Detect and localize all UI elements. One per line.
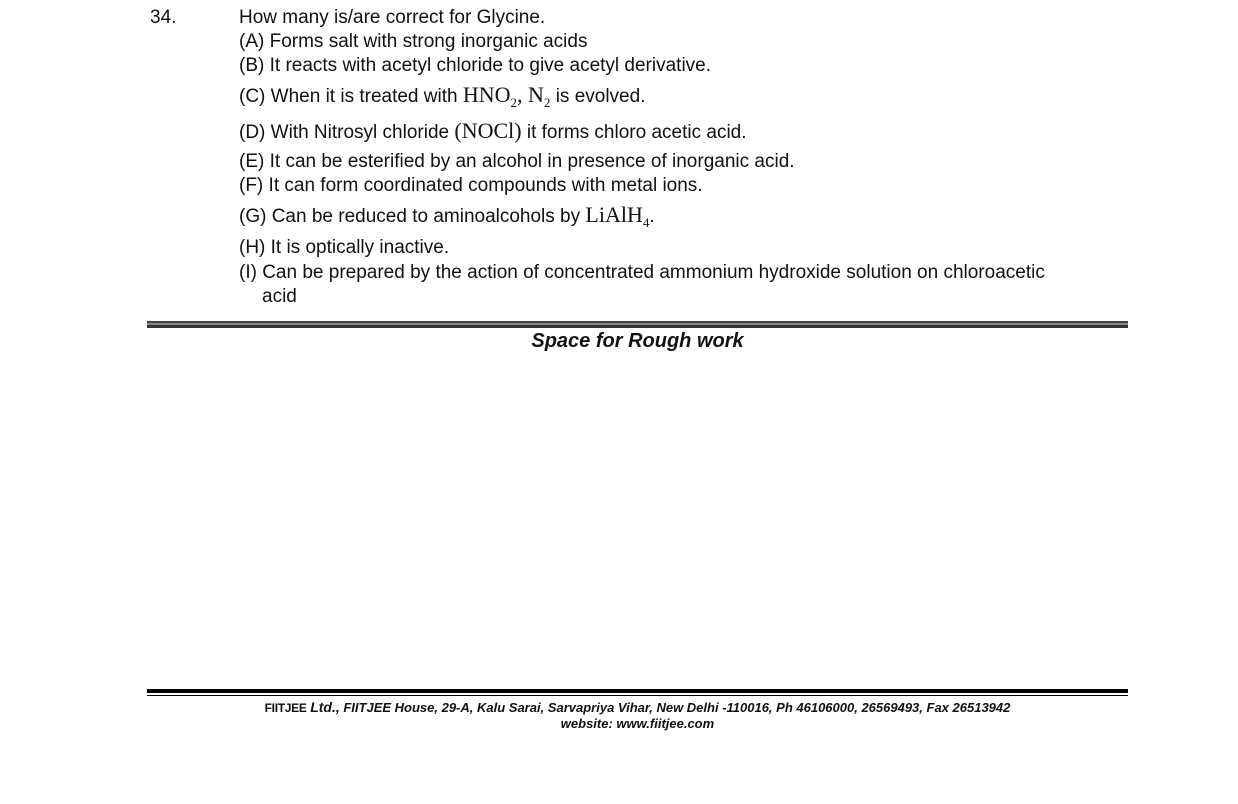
option-i-line1: (I) Can be prepared by the action of concentrated ammonium hydroxide solution on chloroacetic (239, 262, 1045, 283)
option-c-formula: $HNO_2$, $N_2$ (462, 82, 551, 110)
option-g-formula: LiAlH$_4$ (585, 202, 650, 230)
option-d-formula: (NOCl) (454, 118, 522, 143)
footer-divider-thin (147, 695, 1128, 696)
rough-work-label: Space for Rough work (531, 330, 744, 352)
option-d (239, 118, 747, 144)
option-i-line2: acid (262, 286, 297, 307)
footer-website: website: www.fiitjee.com (560, 716, 715, 731)
option-c-text: (C) When it is treated with (239, 86, 458, 107)
option-h: (H) It is optically inactive. (239, 237, 450, 258)
question-number: 34. (150, 7, 177, 28)
option-g-text-end: . (649, 206, 655, 227)
footer-address-line (147, 699, 1128, 716)
option-a: (A) Forms salt with strong inorganic acids (239, 31, 588, 52)
option-d-text: (D) With Nitrosyl chloride (239, 122, 450, 143)
option-f: (F) It can form coordinated compounds with metal ions. (239, 175, 703, 196)
question-stem: How many is/are correct for Glycine. (239, 7, 546, 28)
footer-brand: FIITJEE (264, 701, 307, 715)
option-e: (E) It can be esterified by an alcohol in presence of inorganic acid. (239, 151, 795, 172)
option-g-text: (G) Can be reduced to aminoalcohols by (239, 206, 581, 227)
option-i (239, 261, 1045, 309)
divider-top (147, 321, 1128, 328)
option-g (239, 202, 655, 228)
footer-ltd: Ltd., (310, 699, 340, 715)
footer-divider (147, 689, 1128, 693)
option-b: (B) It reacts with acetyl chloride to give acetyl derivative. (239, 55, 712, 76)
option-c (239, 82, 645, 108)
footer (147, 699, 1128, 732)
option-c-text-end: is evolved. (555, 86, 646, 107)
footer-address: FIITJEE House, 29-A, Kalu Sarai, Sarvapriya Vihar, New Delhi -110016, Ph 46106000, 26569493, Fax 26513942 (343, 700, 1011, 715)
option-d-text-end: it forms chloro acetic acid. (526, 122, 747, 143)
